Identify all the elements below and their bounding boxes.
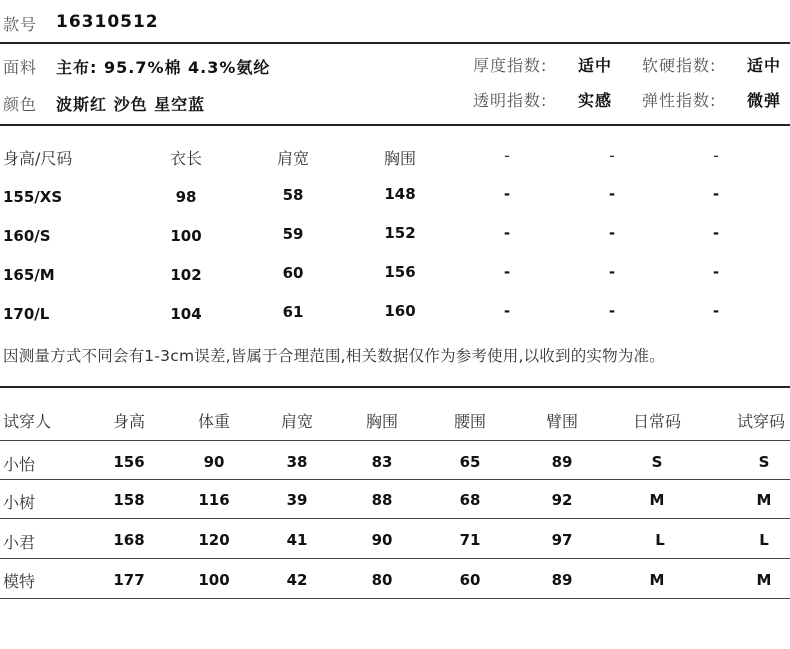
size-header: 衣长 (169, 149, 203, 168)
size-cell: - (503, 263, 511, 281)
size-cell: - (608, 185, 616, 203)
fabric-value: 主布: 95.7%棉 4.3%氨纶 (56, 58, 271, 77)
fit-cell: 89 (551, 453, 573, 471)
fit-cell: S (758, 453, 770, 471)
size-header: - (504, 146, 510, 165)
divider (0, 124, 790, 126)
divider (0, 42, 790, 44)
size-cell: - (608, 263, 616, 281)
row-divider (0, 440, 790, 441)
fit-cell: 88 (371, 491, 393, 509)
fit-cell: 120 (198, 531, 230, 549)
fit-cell: 小树 (3, 493, 36, 512)
fit-header: 试穿人 (3, 412, 52, 431)
fit-cell: 65 (459, 453, 481, 471)
fit-header: 日常码 (632, 412, 682, 431)
size-cell: 155/XS (3, 188, 63, 206)
fit-header: 胸围 (365, 412, 399, 431)
size-cell: 102 (170, 266, 202, 284)
index-label: 软硬指数: (642, 56, 717, 75)
fit-cell: L (655, 531, 665, 549)
fit-cell: 71 (459, 531, 481, 549)
style-label: 款号 (3, 15, 38, 34)
fit-cell: 116 (198, 491, 230, 509)
size-cell: 104 (170, 305, 202, 323)
fit-cell: M (756, 571, 772, 589)
fit-cell: M (756, 491, 772, 509)
index-value: 微弹 (747, 91, 782, 110)
fit-cell: 97 (551, 531, 573, 549)
size-cell: - (712, 263, 720, 281)
size-cell: - (503, 224, 511, 242)
fit-cell: L (759, 531, 769, 549)
size-cell: - (503, 185, 511, 203)
size-cell: 160 (384, 302, 416, 320)
fit-header: 肩宽 (280, 412, 314, 431)
fit-cell: 38 (286, 453, 308, 471)
size-cell: 165/M (3, 266, 55, 284)
size-cell: 160/S (3, 227, 51, 245)
fit-cell: 42 (286, 571, 308, 589)
size-cell: 156 (384, 263, 416, 281)
size-cell: - (712, 224, 720, 242)
size-cell: 100 (170, 227, 202, 245)
color-value: 波斯红 沙色 星空蓝 (56, 95, 206, 114)
size-cell: 58 (282, 186, 304, 204)
fit-cell: 89 (551, 571, 573, 589)
fit-cell: 83 (371, 453, 393, 471)
fit-cell: 小君 (3, 533, 36, 552)
size-cell: - (712, 185, 720, 203)
fit-header: 腰围 (453, 412, 487, 431)
fit-cell: 41 (286, 531, 308, 549)
fit-cell: 158 (113, 491, 145, 509)
fit-header: 臂围 (545, 412, 579, 431)
fit-cell: 92 (551, 491, 573, 509)
fit-cell: 168 (113, 531, 145, 549)
size-cell: - (712, 302, 720, 320)
size-cell: 61 (282, 303, 304, 321)
size-header: - (713, 146, 719, 165)
size-cell: 152 (384, 224, 416, 242)
row-divider (0, 558, 790, 559)
size-header: 胸围 (383, 149, 417, 168)
size-cell: 170/L (3, 305, 50, 323)
index-label: 透明指数: (473, 91, 548, 110)
fit-header: 身高 (112, 412, 146, 431)
size-cell: 60 (282, 264, 304, 282)
fit-cell: 小怡 (3, 455, 36, 474)
measurement-note: 因测量方式不同会有1-3cm误差,皆属于合理范围,相关数据仅作为参考使用,以收到的实物为准。 (3, 347, 665, 365)
index-value: 适中 (747, 56, 782, 75)
size-header: 肩宽 (276, 149, 310, 168)
size-cell: - (608, 302, 616, 320)
fabric-label: 面料 (3, 58, 38, 77)
fit-cell: 模特 (3, 572, 36, 591)
index-value: 实感 (578, 91, 613, 110)
fit-cell: 80 (371, 571, 393, 589)
fit-cell: 90 (203, 453, 225, 471)
fit-cell: 177 (113, 571, 145, 589)
size-cell: 98 (175, 188, 197, 206)
fit-cell: 100 (198, 571, 230, 589)
size-cell: - (503, 302, 511, 320)
divider (0, 386, 790, 388)
row-divider (0, 479, 790, 480)
index-label: 厚度指数: (473, 56, 548, 75)
row-divider (0, 518, 790, 519)
size-cell: 148 (384, 185, 416, 203)
size-header: - (609, 146, 615, 165)
size-cell: 59 (282, 225, 304, 243)
fit-cell: M (649, 491, 665, 509)
size-cell: - (608, 224, 616, 242)
fit-cell: 156 (113, 453, 145, 471)
index-label: 弹性指数: (642, 91, 717, 110)
fit-cell: S (651, 453, 663, 471)
row-divider (0, 598, 790, 599)
fit-cell: M (649, 571, 665, 589)
index-value: 适中 (578, 56, 613, 75)
fit-header: 试穿码 (736, 412, 786, 431)
fit-header: 体重 (197, 412, 231, 431)
fit-cell: 90 (371, 531, 393, 549)
style-number: 16310512 (56, 12, 159, 32)
size-header: 身高/尺码 (3, 149, 73, 168)
fit-cell: 60 (459, 571, 481, 589)
fit-cell: 68 (459, 491, 481, 509)
color-label: 颜色 (3, 95, 38, 114)
fit-cell: 39 (286, 491, 308, 509)
